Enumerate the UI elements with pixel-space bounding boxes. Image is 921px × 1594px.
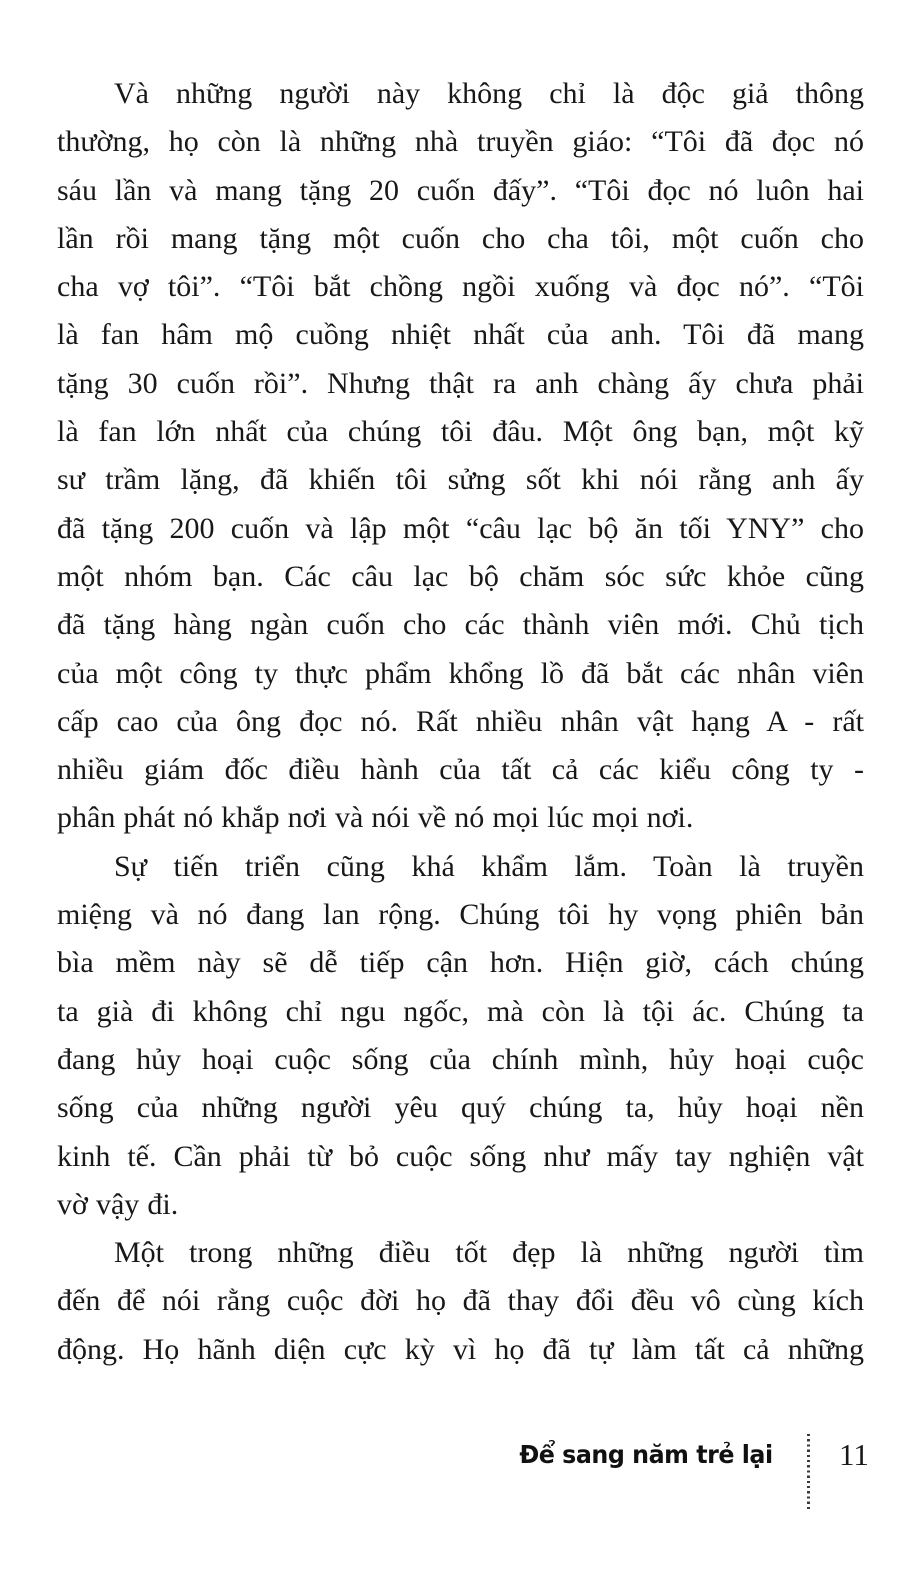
text-line: là fan lớn nhất của chúng tôi đâu. Một ông bạn, một kỹ — [57, 415, 864, 449]
text-line: nhiều giám đốc điều hành của tất cả các kiểu công ty - — [57, 753, 864, 787]
text-line: Và những người này không chỉ là độc giả thông — [114, 77, 864, 110]
text-line: Sự tiến triển cũng khá khẩm lắm. Toàn là truyền — [114, 849, 864, 883]
running-footer-title: Để sang năm trẻ lại — [519, 1440, 773, 1469]
text-line: Một trong những điều tốt đẹp là những người tìm — [114, 1236, 864, 1270]
text-line: cấp cao của ông đọc nó. Rất nhiều nhân vật hạng A - rất — [57, 704, 864, 738]
text-line: phân phát nó khắp nơi và nói về nó mọi lúc mọi nơi. — [57, 801, 694, 835]
paragraph — [57, 1229, 864, 1374]
text-line: thường, họ còn là những nhà truyền giáo: “Tôi đã đọc nó — [57, 125, 864, 159]
text-line: một nhóm bạn. Các câu lạc bộ chăm sóc sức khỏe cũng — [57, 559, 864, 593]
text-line: lần rồi mang tặng một cuốn cho cha tôi, một cuốn cho — [57, 221, 864, 255]
text-line: sư trầm lặng, đã khiến tôi sửng sốt khi nói rằng anh ấy — [57, 463, 864, 497]
text-block — [57, 70, 864, 1374]
text-line: đang hủy hoại cuộc sống của chính mình, hủy hoại cuộc — [57, 1042, 864, 1076]
text-line: miệng và nó đang lan rộng. Chúng tôi hy vọng phiên bản — [57, 898, 864, 932]
text-line: sáu lần và mang tặng 20 cuốn đấy”. “Tôi đọc nó luôn hai — [57, 173, 864, 207]
page-number: 11 — [839, 1437, 869, 1472]
text-line: đã tặng hàng ngàn cuốn cho các thành viên mới. Chủ tịch — [57, 608, 864, 642]
text-line: là fan hâm mộ cuồng nhiệt nhất của anh. Tôi đã mang — [57, 318, 864, 352]
text-line: tặng 30 cuốn rồi”. Nhưng thật ra anh chàng ấy chưa phải — [57, 366, 864, 400]
footer-divider-dots — [807, 1434, 810, 1510]
text-line: bìa mềm này sẽ dễ tiếp cận hơn. Hiện giờ, cách chúng — [57, 946, 864, 980]
text-line: vờ vậy đi. — [57, 1187, 179, 1221]
text-line: sống của những người yêu quý chúng ta, hủy hoại nền — [57, 1091, 864, 1125]
text-line: ta già đi không chỉ ngu ngốc, mà còn là tội ác. Chúng ta — [57, 994, 864, 1028]
text-line: của một công ty thực phẩm khổng lồ đã bắt các nhân viên — [57, 656, 864, 690]
text-line: đã tặng 200 cuốn và lập một “câu lạc bộ ăn tối YNY” cho — [57, 511, 864, 545]
paragraph — [57, 843, 864, 1229]
text-line: đến để nói rằng cuộc đời họ đã thay đổi đều vô cùng kích — [57, 1284, 864, 1318]
text-line: động. Họ hãnh diện cực kỳ vì họ đã tự làm tất cả những — [57, 1332, 864, 1366]
paragraph — [57, 70, 864, 843]
text-line: kinh tế. Cần phải từ bỏ cuộc sống như mấy tay nghiện vật — [57, 1139, 864, 1173]
text-line: cha vợ tôi”. “Tôi bắt chồng ngồi xuống và đọc nó”. “Tôi — [57, 270, 864, 304]
